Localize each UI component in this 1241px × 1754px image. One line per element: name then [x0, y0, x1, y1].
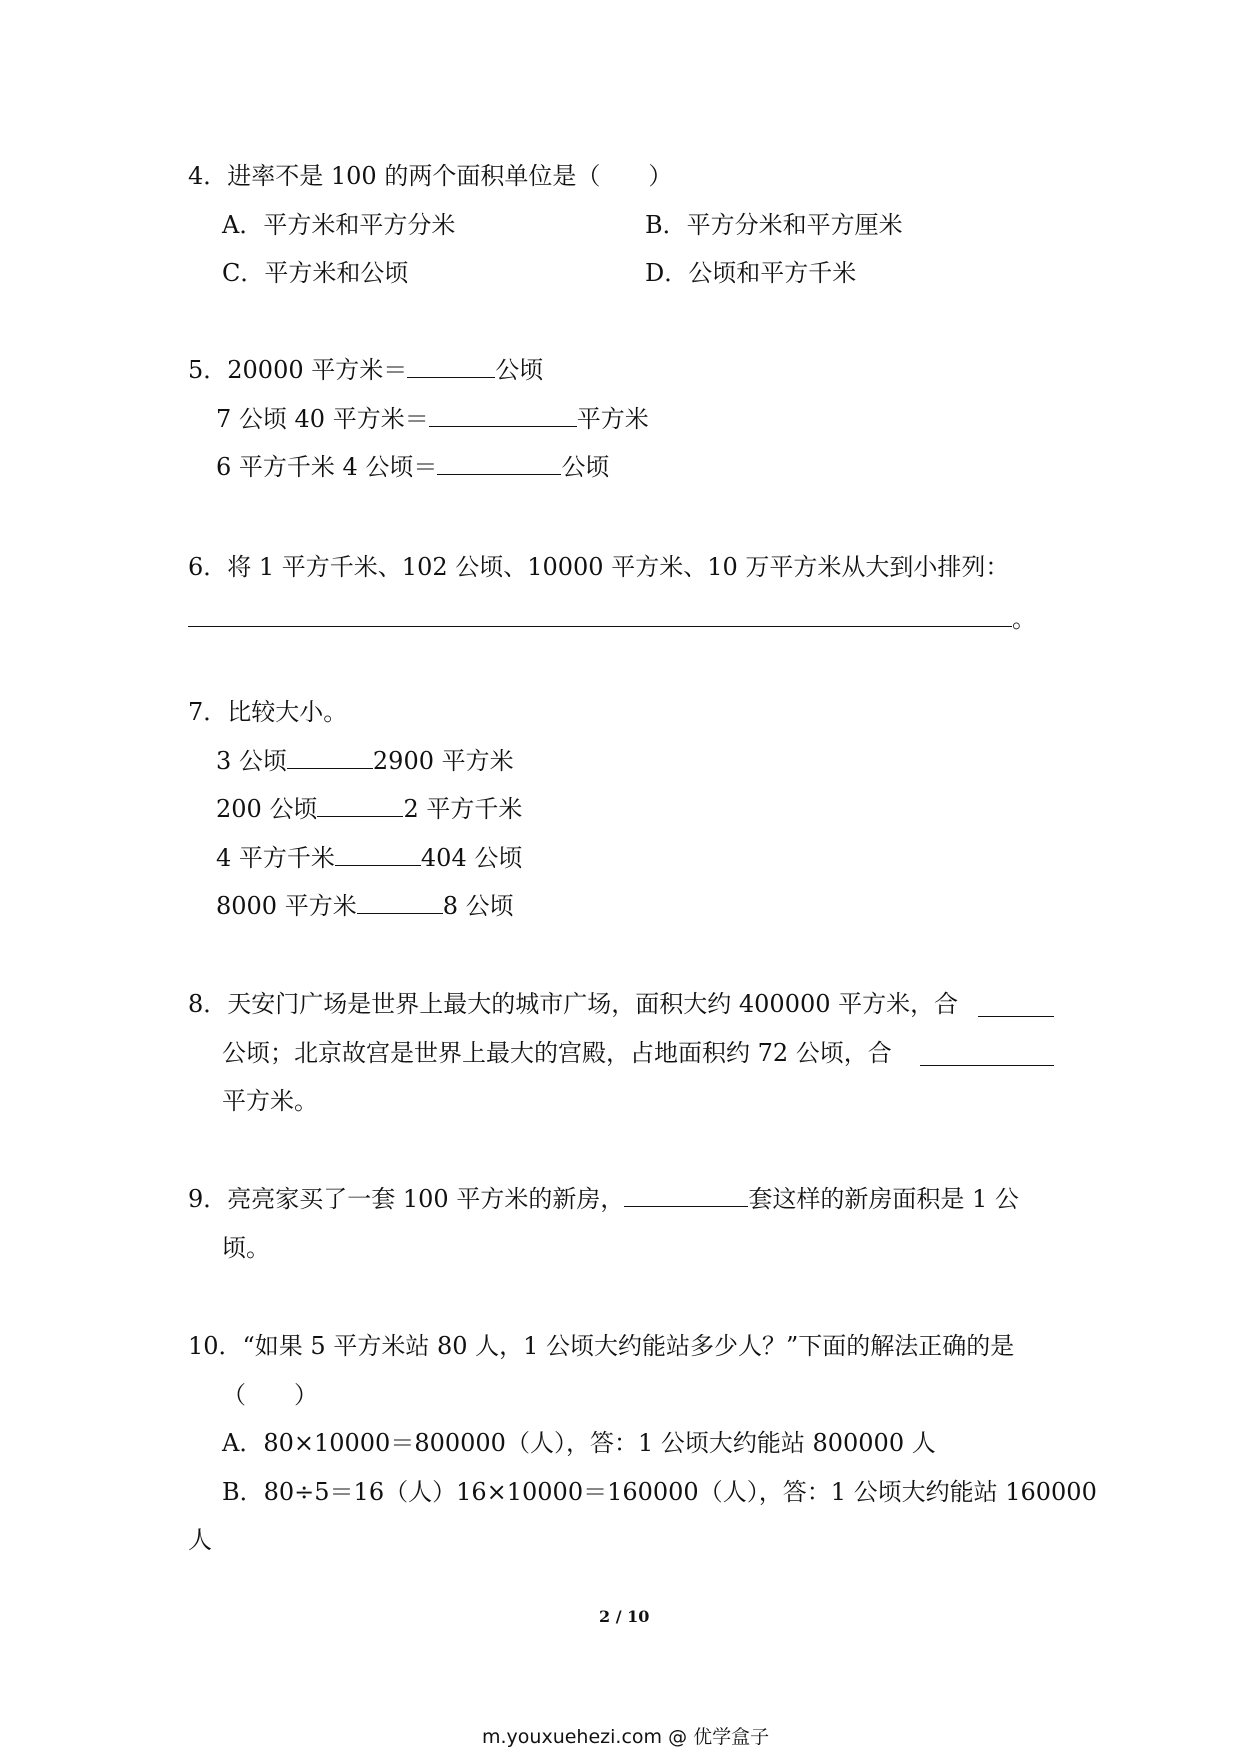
q9-line-1-tail: 套这样的新房面积是 1 公 — [748, 1185, 1019, 1213]
answer-blank[interactable] — [357, 891, 443, 914]
q5-line-2-unit: 平方米 — [576, 405, 649, 433]
q4-option-d: D．公顷和平方千米 — [645, 259, 857, 287]
q5-line-1-text: 5．20000 平方米＝ — [188, 356, 408, 384]
answer-blank[interactable] — [317, 794, 403, 817]
q7-row-2 — [216, 794, 522, 824]
q7-row-2-right: 2 平方千米 — [403, 795, 523, 823]
q9-line-2: 顷。 — [222, 1234, 270, 1262]
q10-stem: 10．“如果 5 平方米站 80 人，1 公顷大约能站多少人？”下面的解法正确的是 — [188, 1332, 1015, 1360]
q5-line-2-text: 7 公顷 40 平方米＝ — [216, 405, 429, 433]
page-number: 2 / 10 — [599, 1607, 650, 1626]
q5-line-3-unit: 公顷 — [561, 453, 610, 481]
site-watermark: m.youxuehezi.com @ 优学盒子 — [482, 1726, 770, 1748]
answer-blank[interactable] — [188, 604, 1012, 627]
q10-option-a: A．80×10000＝800000（人），答：1 公顷大约能站 800000 人 — [222, 1429, 936, 1457]
answer-blank[interactable] — [624, 1184, 748, 1207]
q7-row-1-right: 2900 平方米 — [372, 747, 514, 775]
q7-row-4-left: 8000 平方米 — [216, 892, 357, 920]
answer-blank[interactable] — [429, 404, 577, 427]
answer-blank[interactable] — [407, 355, 495, 378]
q4-option-b: B．平方分米和平方厘米 — [645, 211, 903, 239]
q4-stem: 4．进率不是 100 的两个面积单位是（ ） — [188, 162, 673, 190]
q9-line-1-text: 9．亮亮家买了一套 100 平方米的新房， — [188, 1185, 625, 1213]
q7-row-4-right: 8 公顷 — [442, 892, 514, 920]
q7-row-2-left: 200 公顷 — [216, 795, 318, 823]
q5-line-1-unit: 公顷 — [495, 356, 544, 384]
q5-line-1 — [188, 355, 543, 385]
q8-line-1: 8．天安门广场是世界上最大的城市广场，面积大约 400000 平方米，合 — [188, 990, 959, 1018]
q7-row-3 — [216, 843, 522, 873]
q5-line-3 — [216, 452, 609, 482]
q6-stem: 6．将 1 平方千米、102 公顷、10000 平方米、10 万平方米从大到小排列： — [188, 553, 1010, 581]
q5-line-3-text: 6 平方千米 4 公顷＝ — [216, 453, 438, 481]
answer-blank[interactable] — [920, 1043, 1054, 1066]
q6-period: 。 — [1012, 605, 1036, 633]
q7-row-1 — [216, 746, 514, 776]
answer-blank[interactable] — [978, 994, 1054, 1017]
q4-option-a: A．平方米和平方分米 — [222, 211, 456, 239]
q7-row-3-right: 404 公顷 — [420, 844, 523, 872]
q6-answer-line — [188, 604, 1036, 634]
q7-row-3-left: 4 平方千米 — [216, 844, 335, 872]
q8-line-3: 平方米。 — [222, 1087, 318, 1115]
q10-option-b-end: 人 — [188, 1526, 212, 1554]
q9-line-1 — [188, 1184, 1019, 1214]
q8-line-2: 公顷；北京故宫是世界上最大的宫殿，占地面积约 72 公顷，合 — [222, 1039, 892, 1067]
q10-answer-paren: （ ） — [222, 1381, 318, 1409]
q10-option-b: B．80÷5＝16（人）16×10000＝160000（人），答：1 公顷大约能站 160000 — [222, 1478, 1097, 1506]
answer-blank[interactable] — [437, 452, 561, 475]
q7-row-1-left: 3 公顷 — [216, 747, 287, 775]
q7-stem: 7．比较大小。 — [188, 698, 348, 726]
q7-row-4 — [216, 891, 514, 921]
q5-line-2 — [216, 404, 649, 434]
q4-option-c: C．平方米和公顷 — [222, 259, 409, 287]
answer-blank[interactable] — [287, 746, 373, 769]
answer-blank[interactable] — [335, 843, 421, 866]
